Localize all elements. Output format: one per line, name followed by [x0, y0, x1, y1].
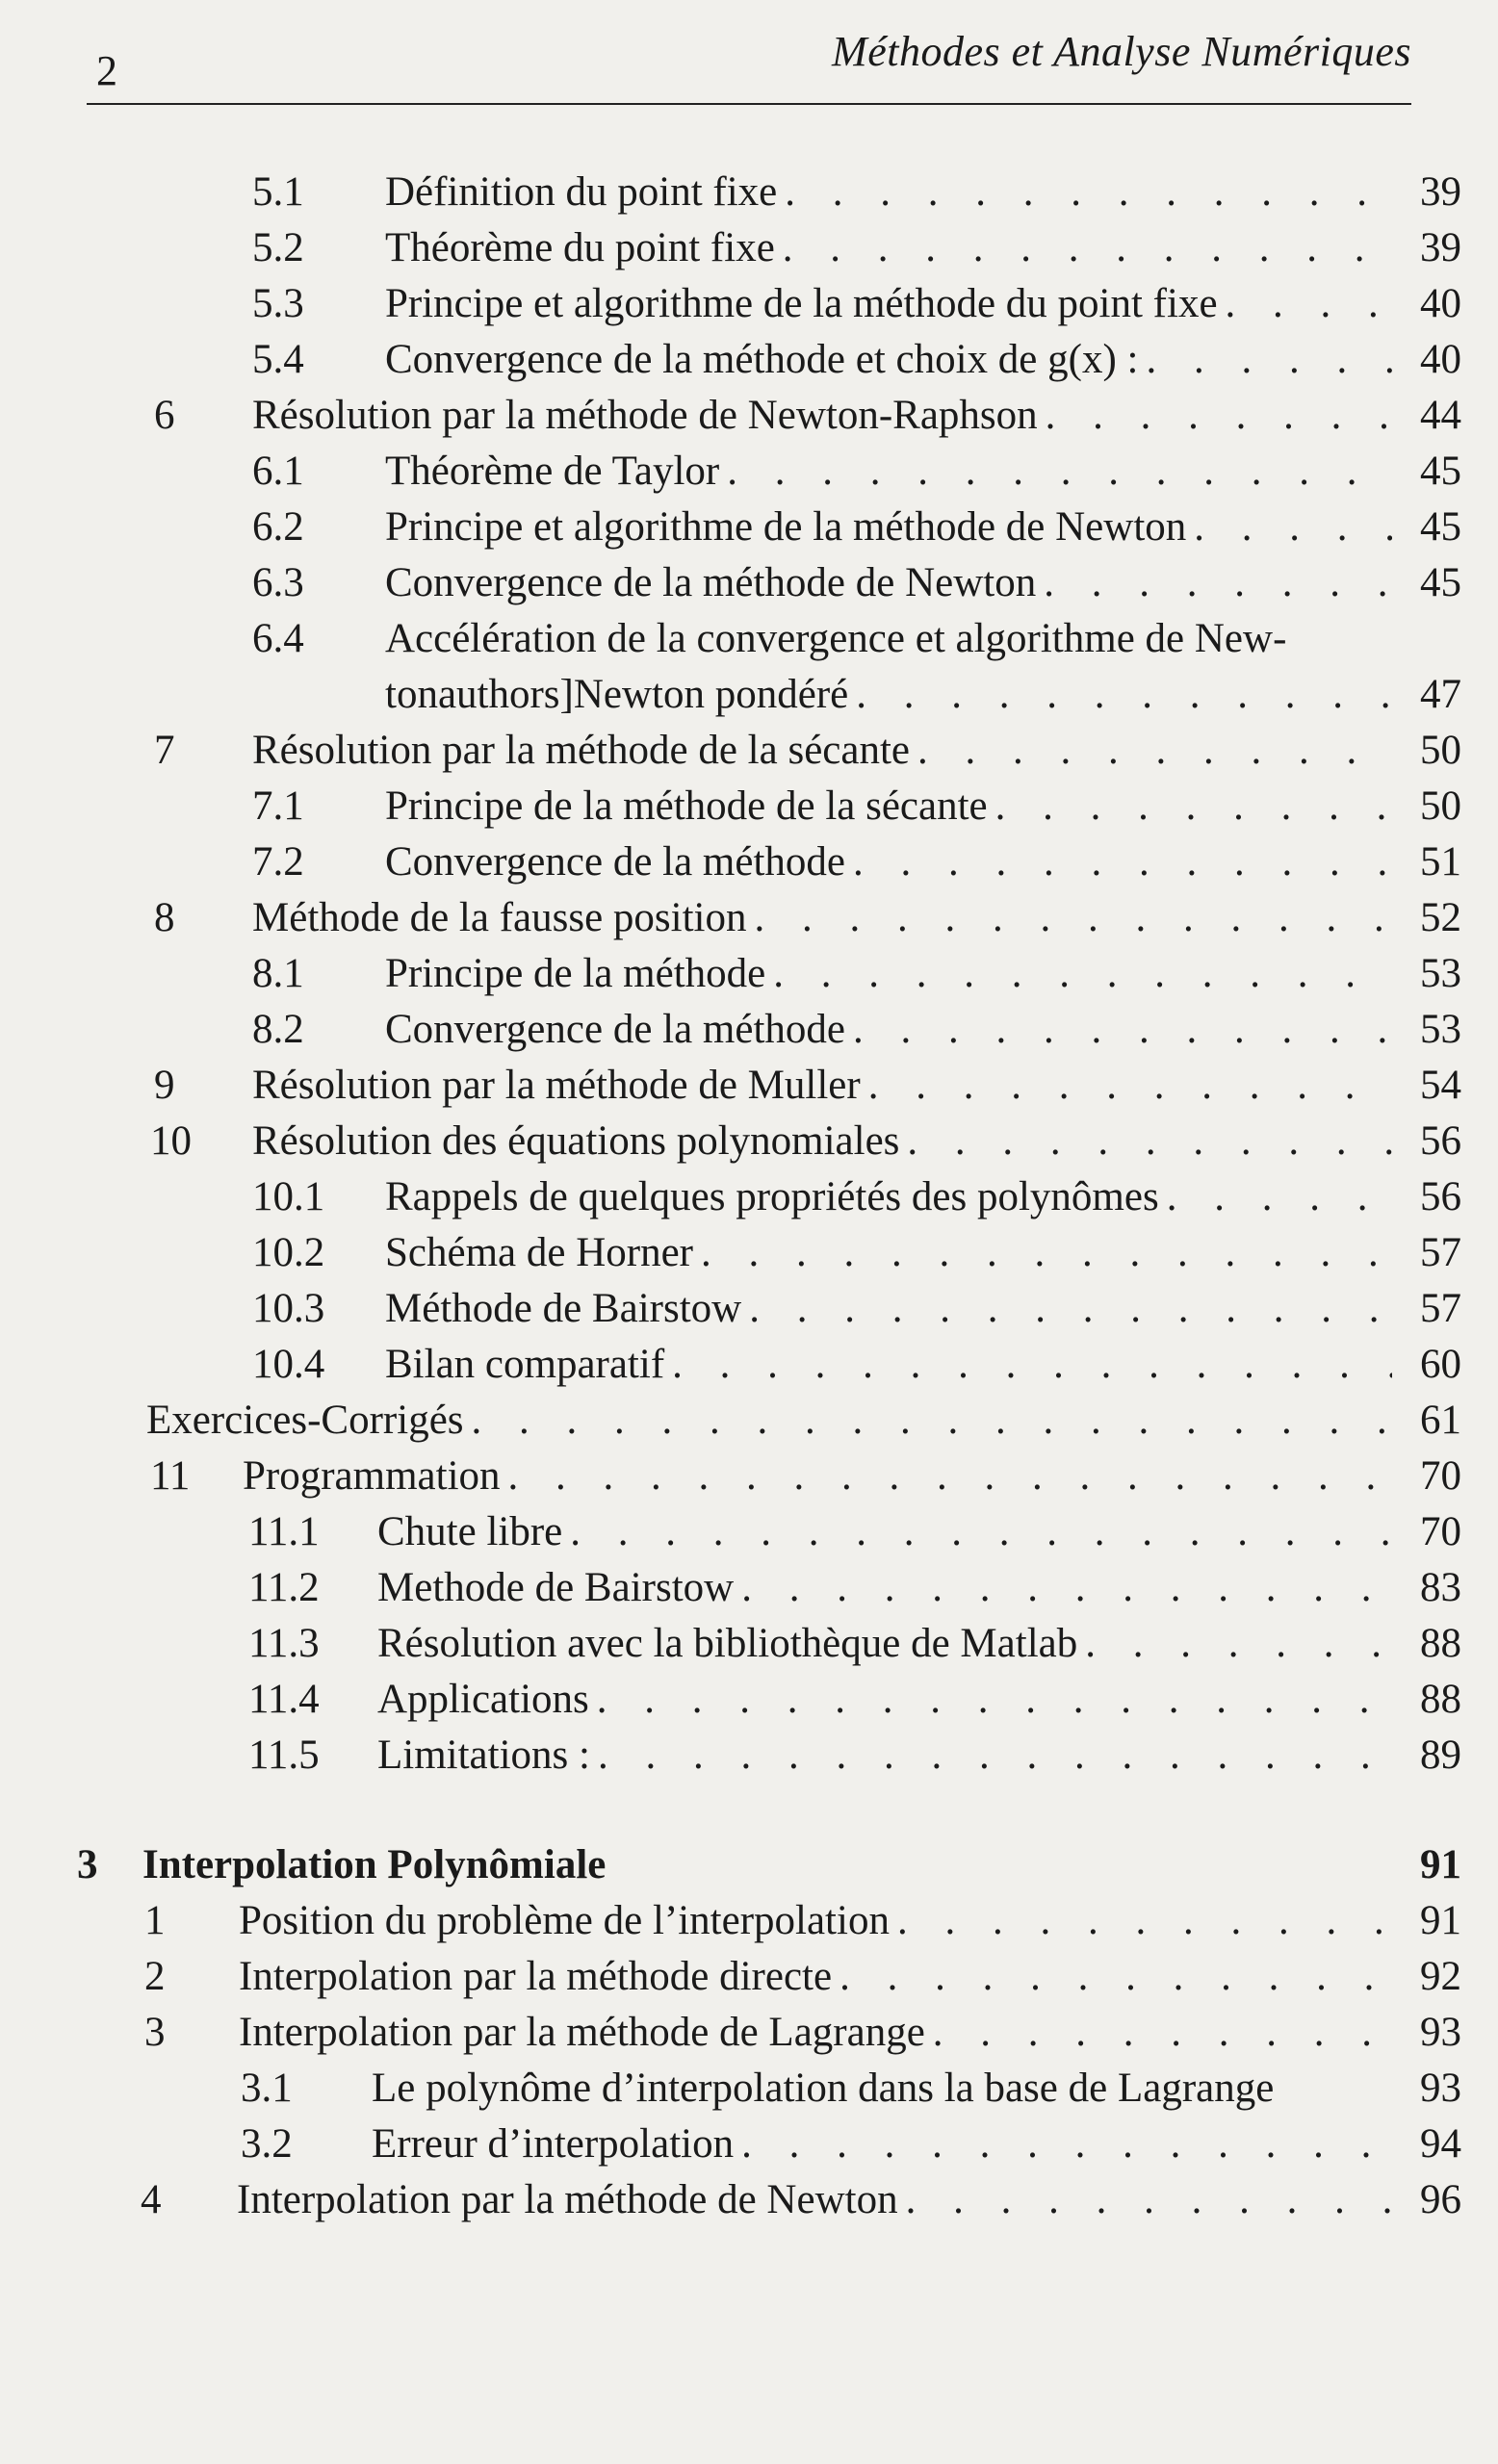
toc-number: 11.3 [248, 1621, 320, 1666]
toc-page: 53 [1420, 1007, 1461, 1052]
dot-leader [741, 2116, 1392, 2173]
toc-page: 47 [1420, 672, 1461, 717]
dot-leader [785, 164, 1392, 221]
toc-number: 11.4 [248, 1677, 320, 1722]
toc-number: 11.2 [248, 1565, 320, 1610]
toc-title: Exercices-Corrigés [146, 1398, 464, 1443]
toc-entry[interactable] [0, 1336, 1498, 1394]
toc-number: 11 [150, 1453, 191, 1499]
toc-page: 93 [1420, 2010, 1461, 2055]
toc-number: 8.2 [252, 1007, 304, 1052]
toc-title: Interpolation par la méthode de Lagrange [239, 2010, 925, 2055]
toc-entry[interactable] [0, 1559, 1498, 1617]
toc-page: 50 [1420, 728, 1461, 773]
page-number: 2 [96, 47, 117, 94]
dot-leader [701, 1224, 1392, 1282]
toc-page: 54 [1420, 1063, 1461, 1108]
toc-title: Limitations : [377, 1732, 590, 1778]
toc-number: 6.1 [252, 449, 304, 494]
toc-entry[interactable] [0, 666, 1498, 724]
toc-page: 91 [1420, 1898, 1461, 1943]
toc-entry[interactable] [0, 1671, 1498, 1729]
toc-page: 52 [1420, 895, 1461, 940]
toc-entry[interactable] [0, 2060, 1498, 2118]
dot-leader [472, 1392, 1392, 1450]
toc-number: 10 [150, 1118, 192, 1164]
dot-leader [1046, 387, 1392, 445]
toc-page: 83 [1420, 1565, 1461, 1610]
toc-number: 3.2 [241, 2121, 293, 2167]
toc-entry[interactable] [0, 1224, 1498, 1282]
dot-leader [741, 1559, 1392, 1617]
toc-entry[interactable] [0, 1057, 1498, 1115]
toc-page: 45 [1420, 504, 1461, 550]
toc-title: Résolution par la méthode de Muller [252, 1063, 861, 1108]
toc-number: 6 [154, 393, 175, 438]
toc-entry[interactable] [0, 1001, 1498, 1059]
dot-leader [995, 778, 1392, 835]
toc-title: Théorème du point fixe [385, 225, 775, 270]
toc-number: 5.1 [252, 169, 304, 215]
toc-title: Chute libre [377, 1509, 563, 1554]
dot-leader [907, 1113, 1392, 1170]
toc-page: 57 [1420, 1230, 1461, 1275]
toc-title: Position du problème de l’interpolation [239, 1898, 890, 1943]
toc-page: 94 [1420, 2121, 1461, 2167]
dot-leader [839, 1948, 1392, 2006]
toc-title: Rappels de quelques propriétés des polynômes [385, 1174, 1159, 1219]
toc-entry[interactable] [0, 443, 1498, 500]
toc-entry[interactable] [0, 610, 1498, 668]
dot-leader [755, 889, 1392, 947]
toc-page: 40 [1420, 337, 1461, 382]
toc-number: 6.4 [252, 616, 304, 661]
toc-title: Interpolation par la méthode directe [239, 1954, 833, 1999]
toc-title: tonauthors]Newton pondéré [385, 672, 849, 717]
toc-number: 5.3 [252, 281, 304, 326]
toc-title: Accélération de la convergence et algorithme de New- [385, 616, 1287, 661]
toc-title: Principe et algorithme de la méthode de Newton [385, 504, 1187, 550]
toc-title: Interpolation par la méthode de Newton [237, 2177, 898, 2222]
toc-title: Convergence de la méthode de Newton [385, 560, 1037, 605]
toc-number: 5.2 [252, 225, 304, 270]
toc-entry[interactable] [0, 778, 1498, 835]
toc-entry[interactable] [0, 1448, 1498, 1505]
toc-entry[interactable] [0, 1892, 1498, 1950]
toc-entry[interactable] [0, 2116, 1498, 2173]
toc-page: 70 [1420, 1453, 1461, 1499]
toc-number: 9 [154, 1063, 175, 1108]
toc-page: 51 [1420, 839, 1461, 885]
toc-title: Convergence de la méthode [385, 839, 845, 885]
dot-leader [508, 1448, 1392, 1505]
toc-entry[interactable] [0, 219, 1498, 277]
dot-leader [783, 219, 1392, 277]
toc-entry[interactable] [0, 1948, 1498, 2006]
toc-page: 91 [1420, 1842, 1461, 1887]
toc-title: Applications [377, 1677, 589, 1722]
toc-title: Convergence de la méthode et choix de g(x) : [385, 337, 1139, 382]
toc-number: 8.1 [252, 951, 304, 996]
toc-number: 11.1 [248, 1509, 320, 1554]
toc-page: 88 [1420, 1677, 1461, 1722]
toc-entry[interactable] [0, 1727, 1498, 1784]
dot-leader [672, 1336, 1392, 1394]
toc-number: 10.4 [252, 1342, 325, 1387]
toc-title: Définition du point fixe [385, 169, 778, 215]
toc-page: 61 [1420, 1398, 1461, 1443]
toc-entry[interactable] [0, 1280, 1498, 1338]
toc-title: Principe de la méthode de la sécante [385, 783, 988, 829]
dot-leader [727, 443, 1392, 500]
page-header [87, 19, 1411, 111]
toc-page: 44 [1420, 393, 1461, 438]
toc-title: Erreur d’interpolation [372, 2121, 735, 2167]
toc-entry[interactable] [0, 554, 1498, 612]
toc-title: Résolution par la méthode de Newton-Raphson [252, 393, 1038, 438]
toc-entry[interactable] [0, 945, 1498, 1003]
toc-number: 4 [141, 2177, 162, 2222]
toc-page: 50 [1420, 783, 1461, 829]
toc-entry[interactable] [0, 275, 1498, 333]
toc-page: 57 [1420, 1286, 1461, 1331]
toc-page: 45 [1420, 560, 1461, 605]
header-rule [87, 103, 1411, 105]
toc-number: 2 [144, 1954, 166, 1999]
toc-number: 10.2 [252, 1230, 325, 1275]
toc-number: 3 [144, 2010, 166, 2055]
toc-title: Methode de Bairstow [377, 1565, 735, 1610]
toc-entry[interactable] [0, 2004, 1498, 2062]
dot-leader [1146, 331, 1392, 389]
toc-page: 45 [1420, 449, 1461, 494]
toc-page: 53 [1420, 951, 1461, 996]
dot-leader [868, 1057, 1392, 1115]
toc-entry[interactable] [0, 1615, 1498, 1673]
toc-title: Théorème de Taylor [385, 449, 720, 494]
toc-number: 10.3 [252, 1286, 325, 1331]
toc-number: 6.3 [252, 560, 304, 605]
toc-entry[interactable] [0, 834, 1498, 891]
running-title: Méthodes et Analyse Numériques [832, 28, 1411, 75]
toc-entry[interactable] [0, 387, 1498, 445]
toc-page: 60 [1420, 1342, 1461, 1387]
toc-entry[interactable] [0, 2171, 1498, 2229]
dot-leader [933, 2004, 1392, 2062]
toc-title: Méthode de la fausse position [252, 895, 747, 940]
dot-leader [856, 666, 1392, 724]
dot-leader [1085, 1615, 1392, 1673]
dot-leader [773, 945, 1392, 1003]
toc-page: 93 [1420, 2066, 1461, 2111]
toc-entry[interactable] [0, 164, 1498, 221]
toc-entry[interactable] [0, 1503, 1498, 1561]
toc-page: 56 [1420, 1174, 1461, 1219]
toc-number: 3 [77, 1842, 98, 1887]
toc-title: Bilan comparatif [385, 1342, 665, 1387]
toc-title: Convergence de la méthode [385, 1007, 845, 1052]
dot-leader [1226, 275, 1392, 333]
dot-leader [1044, 554, 1392, 612]
toc-title: Schéma de Horner [385, 1230, 693, 1275]
toc-number: 7.1 [252, 783, 304, 829]
toc-number: 11.5 [248, 1732, 320, 1778]
toc-page: 39 [1420, 169, 1461, 215]
toc-number: 7.2 [252, 839, 304, 885]
dot-leader [853, 1001, 1392, 1059]
toc-page: 40 [1420, 281, 1461, 326]
toc-page: 70 [1420, 1509, 1461, 1554]
dot-leader [897, 1892, 1392, 1950]
dot-leader [598, 1727, 1392, 1784]
dot-leader [906, 2171, 1392, 2229]
toc-number: 8 [154, 895, 175, 940]
toc-number: 3.1 [241, 2066, 293, 2111]
toc-page: 92 [1420, 1954, 1461, 1999]
toc-number: 6.2 [252, 504, 304, 550]
toc-entry[interactable] [0, 1113, 1498, 1170]
dot-leader [853, 834, 1392, 891]
toc-title: Résolution avec la bibliothèque de Matlab [377, 1621, 1078, 1666]
toc-page: 56 [1420, 1118, 1461, 1164]
dot-leader [570, 1503, 1392, 1561]
toc-title: Résolution des équations polynomiales [252, 1118, 900, 1164]
dot-leader [597, 1671, 1392, 1729]
toc-number: 5.4 [252, 337, 304, 382]
toc-title: Programmation [243, 1453, 501, 1499]
toc-title: Le polynôme d’interpolation dans la base de Lagrange [372, 2066, 1275, 2111]
toc-page: 88 [1420, 1621, 1461, 1666]
dot-leader [749, 1280, 1392, 1338]
toc-title: Principe de la méthode [385, 951, 766, 996]
toc-entry[interactable] [0, 1392, 1498, 1450]
toc-entry[interactable] [0, 722, 1498, 780]
toc-title: Principe et algorithme de la méthode du point fixe [385, 281, 1218, 326]
toc-title: Interpolation Polynômiale [142, 1842, 607, 1887]
toc-entry[interactable] [0, 331, 1498, 389]
toc-title: Résolution par la méthode de la sécante [252, 728, 910, 773]
dot-leader [1167, 1168, 1392, 1226]
dot-leader [917, 722, 1392, 780]
toc-page: 96 [1420, 2177, 1461, 2222]
toc-page: 39 [1420, 225, 1461, 270]
toc-title: Méthode de Bairstow [385, 1286, 742, 1331]
toc-page: 89 [1420, 1732, 1461, 1778]
toc-number: 7 [154, 728, 175, 773]
toc-number: 1 [144, 1898, 166, 1943]
toc-chapter-entry[interactable] [0, 1836, 1498, 1894]
toc-entry[interactable] [0, 499, 1498, 556]
toc-entry[interactable] [0, 1168, 1498, 1226]
toc-entry[interactable] [0, 889, 1498, 947]
dot-leader [1194, 499, 1392, 556]
toc-number: 10.1 [252, 1174, 325, 1219]
